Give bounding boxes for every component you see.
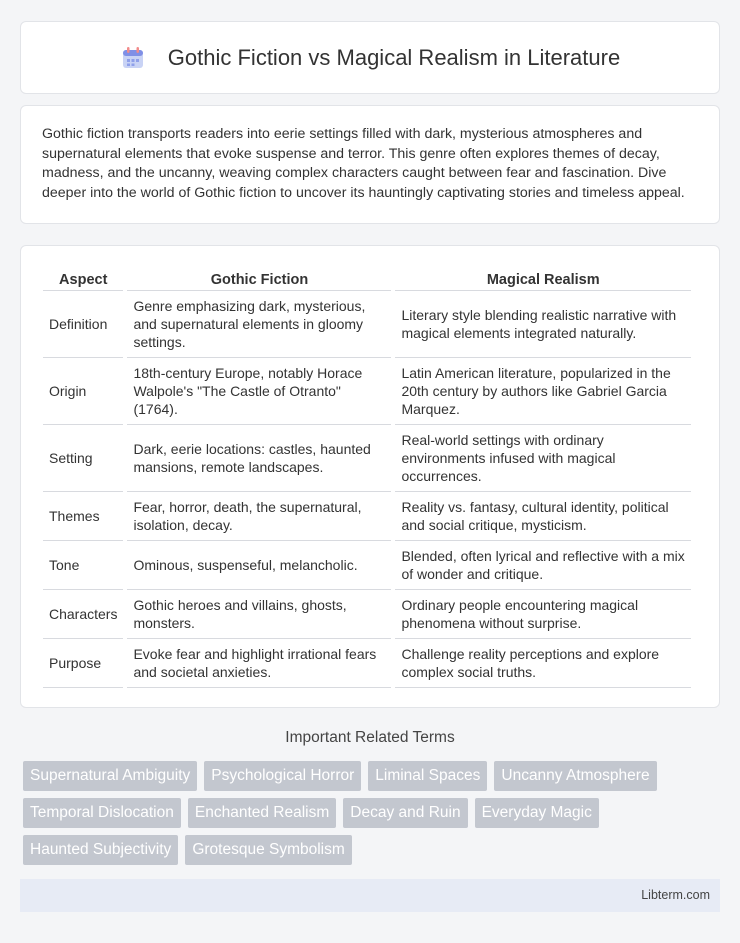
header-aspect: Aspect — [43, 266, 123, 291]
table-row — [43, 492, 691, 541]
cell-gothic: Genre emphasizing dark, mysterious, and supernatural elements in gloomy settings. — [127, 291, 391, 358]
cell-aspect: Origin — [43, 358, 123, 425]
header-card — [20, 21, 720, 94]
related-terms-title: Important Related Terms — [285, 729, 455, 746]
related-term-tag[interactable]: Enchanted Realism — [188, 798, 336, 828]
footer-site-link[interactable]: Libterm.com — [641, 888, 710, 902]
table-row — [43, 425, 691, 492]
table-row — [43, 590, 691, 639]
related-term-tag[interactable]: Uncanny Atmosphere — [494, 761, 656, 791]
cell-gothic: Dark, eerie locations: castles, haunted mansions, remote landscapes. — [127, 425, 391, 492]
intro-card — [20, 105, 720, 224]
related-terms-list — [23, 761, 723, 865]
table-header-row — [43, 266, 691, 291]
header-magical-realism: Magical Realism — [395, 266, 691, 291]
calendar-icon — [120, 45, 146, 71]
footer — [20, 879, 720, 912]
related-term-tag[interactable]: Liminal Spaces — [368, 761, 487, 791]
header-gothic-fiction: Gothic Fiction — [127, 266, 391, 291]
related-term-tag[interactable]: Psychological Horror — [204, 761, 361, 791]
cell-gothic: Gothic heroes and villains, ghosts, monsters. — [127, 590, 391, 639]
table-row — [43, 541, 691, 590]
table-row — [43, 639, 691, 688]
comparison-table — [39, 266, 695, 688]
cell-gothic: Evoke fear and highlight irrational fears and societal anxieties. — [127, 639, 391, 688]
cell-aspect: Characters — [43, 590, 123, 639]
related-term-tag[interactable]: Haunted Subjectivity — [23, 835, 178, 865]
related-term-tag[interactable]: Temporal Dislocation — [23, 798, 181, 828]
cell-gothic: 18th-century Europe, notably Horace Walpole's "The Castle of Otranto" (1764). — [127, 358, 391, 425]
table-row — [43, 291, 691, 358]
cell-magical: Real-world settings with ordinary environments infused with magical occurrences. — [395, 425, 691, 492]
cell-magical: Literary style blending realistic narrative with magical elements integrated naturally. — [395, 291, 691, 358]
intro-text: Gothic fiction transports readers into eerie settings filled with dark, mysterious atmospheres and supernatural elements that evoke suspense and terror. This genre often explores themes of decay, madness, and the uncanny, weaving complex characters caught between fear and fascination. Dive deeper into the world of Gothic fiction to uncover its hauntingly captivating stories and timeless appeal. — [42, 126, 685, 201]
related-term-tag[interactable]: Grotesque Symbolism — [185, 835, 351, 865]
cell-aspect: Setting — [43, 425, 123, 492]
cell-gothic: Ominous, suspenseful, melancholic. — [127, 541, 391, 590]
cell-gothic: Fear, horror, death, the supernatural, isolation, decay. — [127, 492, 391, 541]
related-term-tag[interactable]: Everyday Magic — [475, 798, 599, 828]
table-row — [43, 358, 691, 425]
cell-aspect: Purpose — [43, 639, 123, 688]
cell-aspect: Tone — [43, 541, 123, 590]
comparison-table-card — [20, 245, 720, 708]
cell-magical: Reality vs. fantasy, cultural identity, political and social critique, mysticism. — [395, 492, 691, 541]
cell-magical: Blended, often lyrical and reflective with a mix of wonder and critique. — [395, 541, 691, 590]
cell-magical: Latin American literature, popularized in the 20th century by authors like Gabriel Garcia Marquez. — [395, 358, 691, 425]
cell-magical: Challenge reality perceptions and explore complex social truths. — [395, 639, 691, 688]
cell-aspect: Themes — [43, 492, 123, 541]
page-title: Gothic Fiction vs Magical Realism in Literature — [167, 44, 621, 70]
cell-magical: Ordinary people encountering magical phenomena without surprise. — [395, 590, 691, 639]
related-term-tag[interactable]: Decay and Ruin — [343, 798, 467, 828]
related-term-tag[interactable]: Supernatural Ambiguity — [23, 761, 197, 791]
cell-aspect: Definition — [43, 291, 123, 358]
